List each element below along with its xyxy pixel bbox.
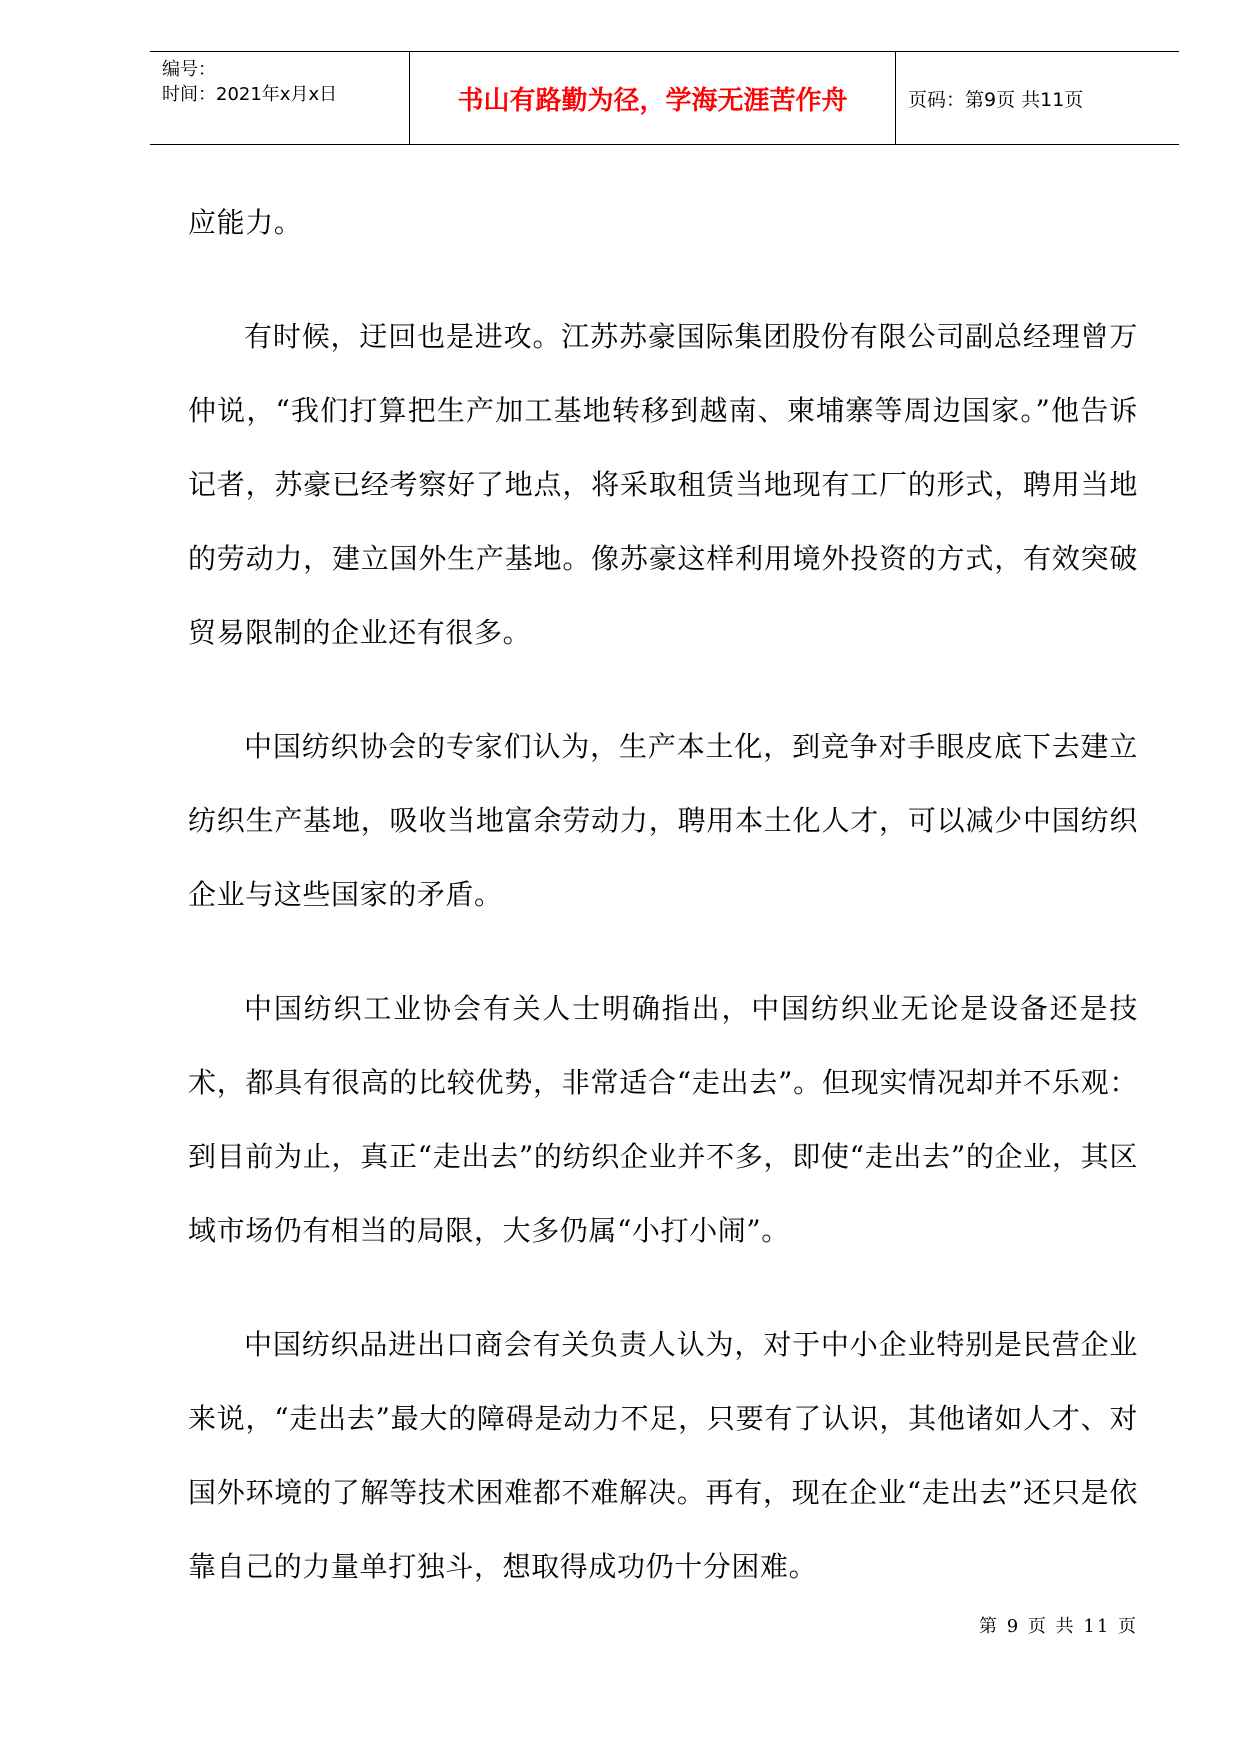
- header-meta: [150, 52, 410, 144]
- paragraph: 有时候，迂回也是进攻。江苏苏豪国际集团股份有限公司副总经理曾万仲说，“我们打算把生产加工基地转移到越南、柬埔寨等周边国家。”他告诉记者，苏豪已经考察好了地点，将采取租赁当地现有工厂的形式，聘用当地的劳动力，建立国外生产基地。像苏豪这样利用境外投资的方式，有效突破贸易限制的企业还有很多。: [188, 320, 1138, 649]
- paragraph-continuation: 应能力。: [188, 206, 303, 239]
- paragraph: 中国纺织品进出口商会有关负责人认为，对于中小企业特别是民营企业来说，“走出去”最大的障碍是动力不足，只要有了认识，其他诸如人才、对国外环境的了解等技术困难都不难解决。再有，现在企业“走出去”还只是依靠自己的力量单打独斗，想取得成功仍十分困难。: [188, 1328, 1138, 1583]
- header-page-info: 页码：第9页 共11页: [908, 88, 1084, 111]
- time-label: 时间：2021年x月x日: [162, 84, 338, 105]
- page-footer: 第 9 页 共 11 页: [979, 1616, 1138, 1637]
- header-motto: 书山有路勤为径，学海无涯苦作舟: [410, 52, 896, 144]
- number-label: 编号：: [162, 59, 216, 80]
- document-body: [188, 186, 1138, 1644]
- paragraph: 中国纺织协会的专家们认为，生产本土化，到竞争对手眼皮底下去建立纺织生产基地，吸收当地富余劳动力，聘用本土化人才，可以减少中国纺织企业与这些国家的矛盾。: [188, 730, 1138, 911]
- paragraph: 中国纺织工业协会有关人士明确指出，中国纺织业无论是设备还是技术，都具有很高的比较优势，非常适合“走出去”。但现实情况却并不乐观：到目前为止，真正“走出去”的纺织企业并不多，即使“走出去”的企业，其区域市场仍有相当的局限，大多仍属“小打小闹”。: [188, 992, 1138, 1247]
- page-header: [150, 51, 1179, 145]
